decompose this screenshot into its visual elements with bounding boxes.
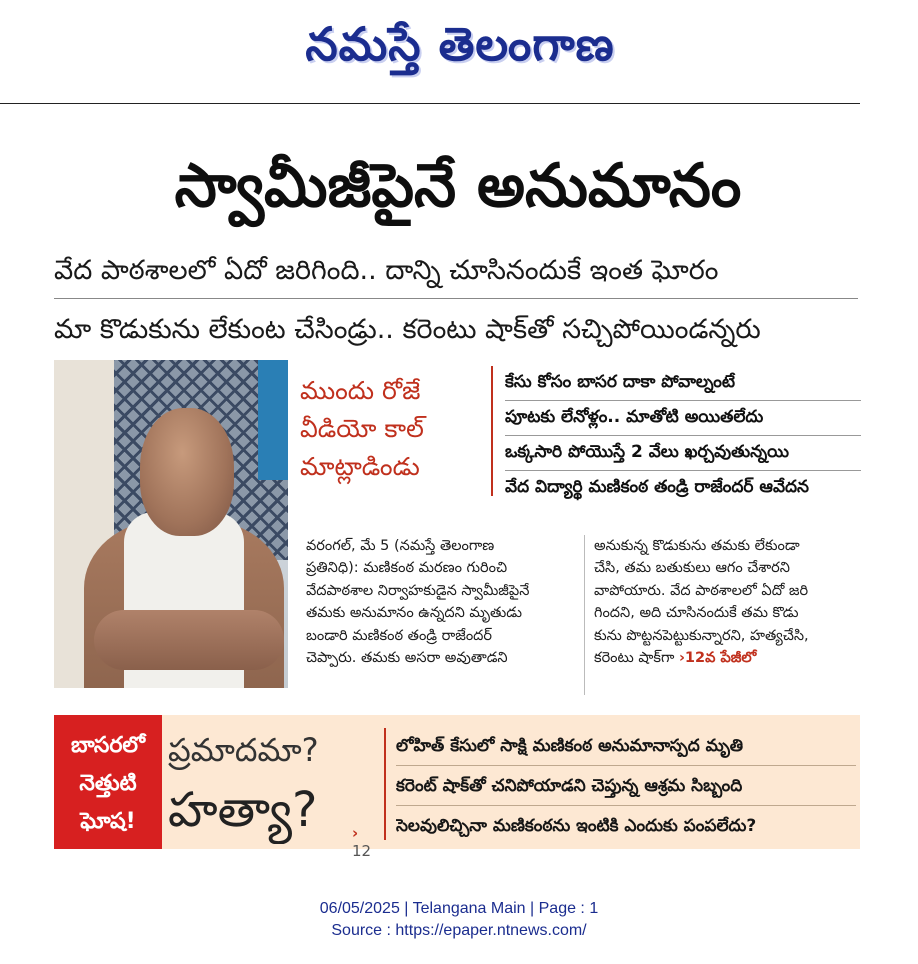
pull-quote [300,372,490,500]
article-line: వాపోయారు. వేద పాఠశాలలో ఏదో జరి [594,582,809,599]
article-line: గిందని, అది చూసినందుకే తమ కొడు [594,605,799,622]
masthead [0,0,918,104]
pull-quote-divider [491,366,493,496]
article-line: అనుకున్న కొడుకును తమకు లేకుండా [594,538,800,554]
article-column-2 [594,535,856,669]
footer-edition: 06/05/2025 | Telangana Main | Page : 1 [319,900,599,917]
kicker-line: బాసరలో [70,733,146,758]
related-question-1: ప్రమాదమా? [168,731,319,769]
related-bullet-divider [396,805,856,806]
top-divider [0,103,860,104]
footer-source[interactable]: Source : https://epaper.ntnews.com/ [331,922,587,939]
father-photo [54,360,288,688]
highlight-bullets [505,366,861,506]
column-divider [584,535,585,695]
related-bullet: లోహిత్ కేసులో సాక్షి మణికంఠ అనుమానాస్పద మృతి [396,736,744,756]
pull-quote-line: మాట్లాడిండు [300,452,420,481]
article-line: బండారి మణికంఠ తండ్రి రాజేందర్ [306,627,493,644]
article-line-last [594,647,856,669]
deck-divider [54,298,858,299]
related-bullet: సెలవులిచ్చినా మణికంఠను ఇంటికి ఎందుకు పంపలేదు? [396,816,757,836]
deck-line-1: వేద పాఠశాలలో ఏదో జరిగింది.. దాన్ని చూసినందుకే ఇంత ఘోరం [54,255,719,286]
red-kicker-box [54,715,162,849]
kicker-line: నెత్తుటి [79,771,137,796]
article-line: కును పొట్టనపెట్టుకున్నారని, హత్యచేసి, [594,627,809,644]
article-line: ప్రతినిధి): మణికంఠ మరణం గురించి [306,560,508,577]
main-headline: స్వామీజీపైనే అనుమానం [174,151,742,221]
article-line: చెప్పారు. తమకు అసరా అవుతాడని [306,649,508,666]
highlight-bullet: ఒక్కసారి పోయొస్తే 2 వేలు ఖర్చవుతున్నయి [505,436,861,471]
article-line: కరెంటు షాక్‌గా [594,649,675,666]
related-page-ref[interactable]: › 12 [352,824,372,860]
related-bullet: కరెంట్ షాక్‌తో చనిపోయాడని చెప్తున్న ఆశ్రమ సిబ్బంది [396,776,743,796]
related-bullet-divider [396,765,856,766]
deck-line-2: మా కొడుకును లేకుంట చేసిండ్రు.. కరెంటు షాక్‌తో సచ్చిపోయిండన్నరు [54,314,761,345]
page-footer [0,898,918,942]
related-divider [384,728,386,840]
highlight-bullet: కేసు కోసం బాసర దాకా పోవాల్నంటే [505,366,861,401]
masthead-logo: నమస్తే తెలంగాణ [305,17,615,71]
related-question-2: హత్యా? [168,782,318,838]
kicker-line: ఘోష! [80,809,136,834]
pull-quote-line: ముందు రోజే [300,376,421,405]
article-column-1 [306,535,578,669]
related-page-number: 12 [352,842,372,860]
article-line: చేసి, తమ బతుకులు ఆగం చేశారని [594,560,790,577]
article-line: వరంగల్, మే 5 (నమస్తే తెలంగాణ [306,538,495,554]
article-line: తమకు అనుమానం ఉన్నదని మృతుడు [306,605,522,622]
highlight-bullet: వేద విద్యార్థి మణికంఠ తండ్రి రాజేందర్ ఆవేదన [505,477,809,497]
related-story-headline [168,724,378,860]
highlight-bullet: పూటకు లేనోళ్లం.. మాతోటి అయితలేదు [505,401,861,436]
article-line: వేదపాఠశాల నిర్వాహకుడైన స్వామీజీపైనే [306,582,530,599]
continued-jump-link[interactable]: ›12వ పేజీలో [678,649,757,666]
pull-quote-line: వీడియో కాల్ [300,414,424,443]
